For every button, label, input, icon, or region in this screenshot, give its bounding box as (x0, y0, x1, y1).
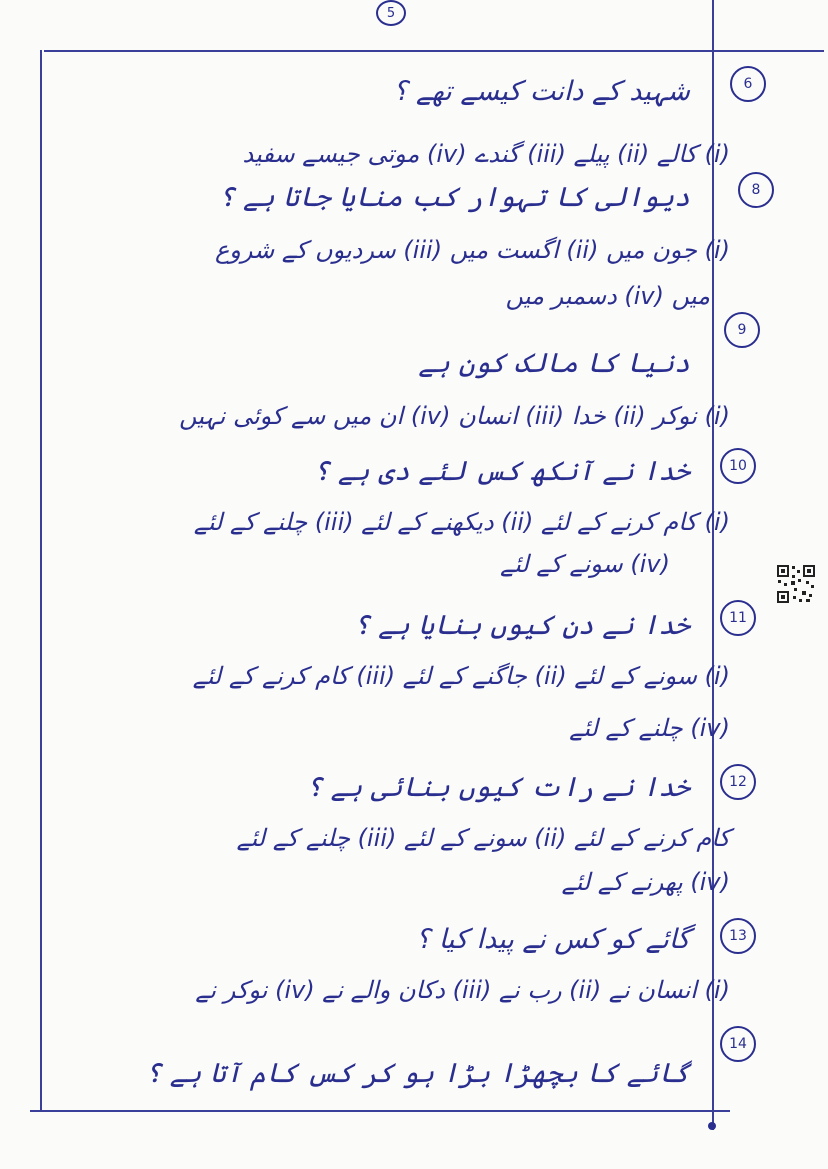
answer-options: (i) کالے (ii) پیلے (iii) گندے (iv) موتی جیسے سفید (242, 140, 730, 168)
answer-options: (i) سونے کے لئے (ii) جاگنے کے لئے (iii) کام کرنے کے لئے (192, 662, 730, 690)
question-number: 8 (738, 172, 774, 208)
answer-options: (i) جون میں (ii) اگست میں (iii) سردیوں کے شروع (214, 236, 730, 264)
question-text: گائے کو کس نے پیدا کیا ؟ (415, 924, 690, 955)
question-number: 6 (730, 66, 766, 102)
answer-options: (i) کام کرنے کے لئے (ii) دیکھنے کے لئے (iii) چلنے کے لئے (193, 508, 730, 536)
question-number: 9 (724, 312, 760, 348)
question-number: 13 (720, 918, 756, 954)
page-number: 5 (376, 0, 406, 26)
question-number: 14 (720, 1026, 756, 1062)
question-text: شہید کے دانت کیسے تھے ؟ (393, 76, 690, 107)
top-rule (44, 50, 824, 52)
answer-options: (iv) چلنے کے لئے (569, 714, 730, 742)
question-text: خدا نے دن کیوں بنایا ہے ؟ (353, 610, 690, 641)
question-text: دیوالی کا تہوار کب منایا جاتا ہے ؟ (218, 182, 690, 213)
question-text: دنیا کا مالک کون ہے (418, 348, 690, 379)
answer-options: (i) انسان نے (ii) رب نے (iii) دکان والے نے (iv) نوکر نے (195, 976, 730, 1004)
question-number: 10 (720, 448, 756, 484)
question-number: 12 (720, 764, 756, 800)
left-margin-rule (40, 50, 42, 1112)
answer-options: (iv) سونے کے لئے (500, 550, 670, 578)
qr-code-icon (776, 564, 816, 604)
question-number: 11 (720, 600, 756, 636)
question-list (44, 58, 770, 1138)
question-text: خدا نے آنکھ کس لئے دی ہے ؟ (313, 456, 690, 487)
answer-options: (i) نوکر (ii) خدا (iii) انسان (iv) ان میں سے کوئی نہیں (179, 402, 730, 430)
answer-options: میں (iv) دسمبر میں (505, 282, 710, 310)
question-text: گائے کا بچھڑا بڑا ہو کر کس کام آتا ہے ؟ (145, 1058, 690, 1089)
answer-options: (iv) پھرنے کے لئے (561, 868, 730, 896)
answer-options: کام کرنے کے لئے (ii) سونے کے لئے (iii) چلنے کے لئے (236, 824, 730, 852)
question-text: خدا نے رات کیوں بنائی ہے ؟ (306, 772, 690, 803)
